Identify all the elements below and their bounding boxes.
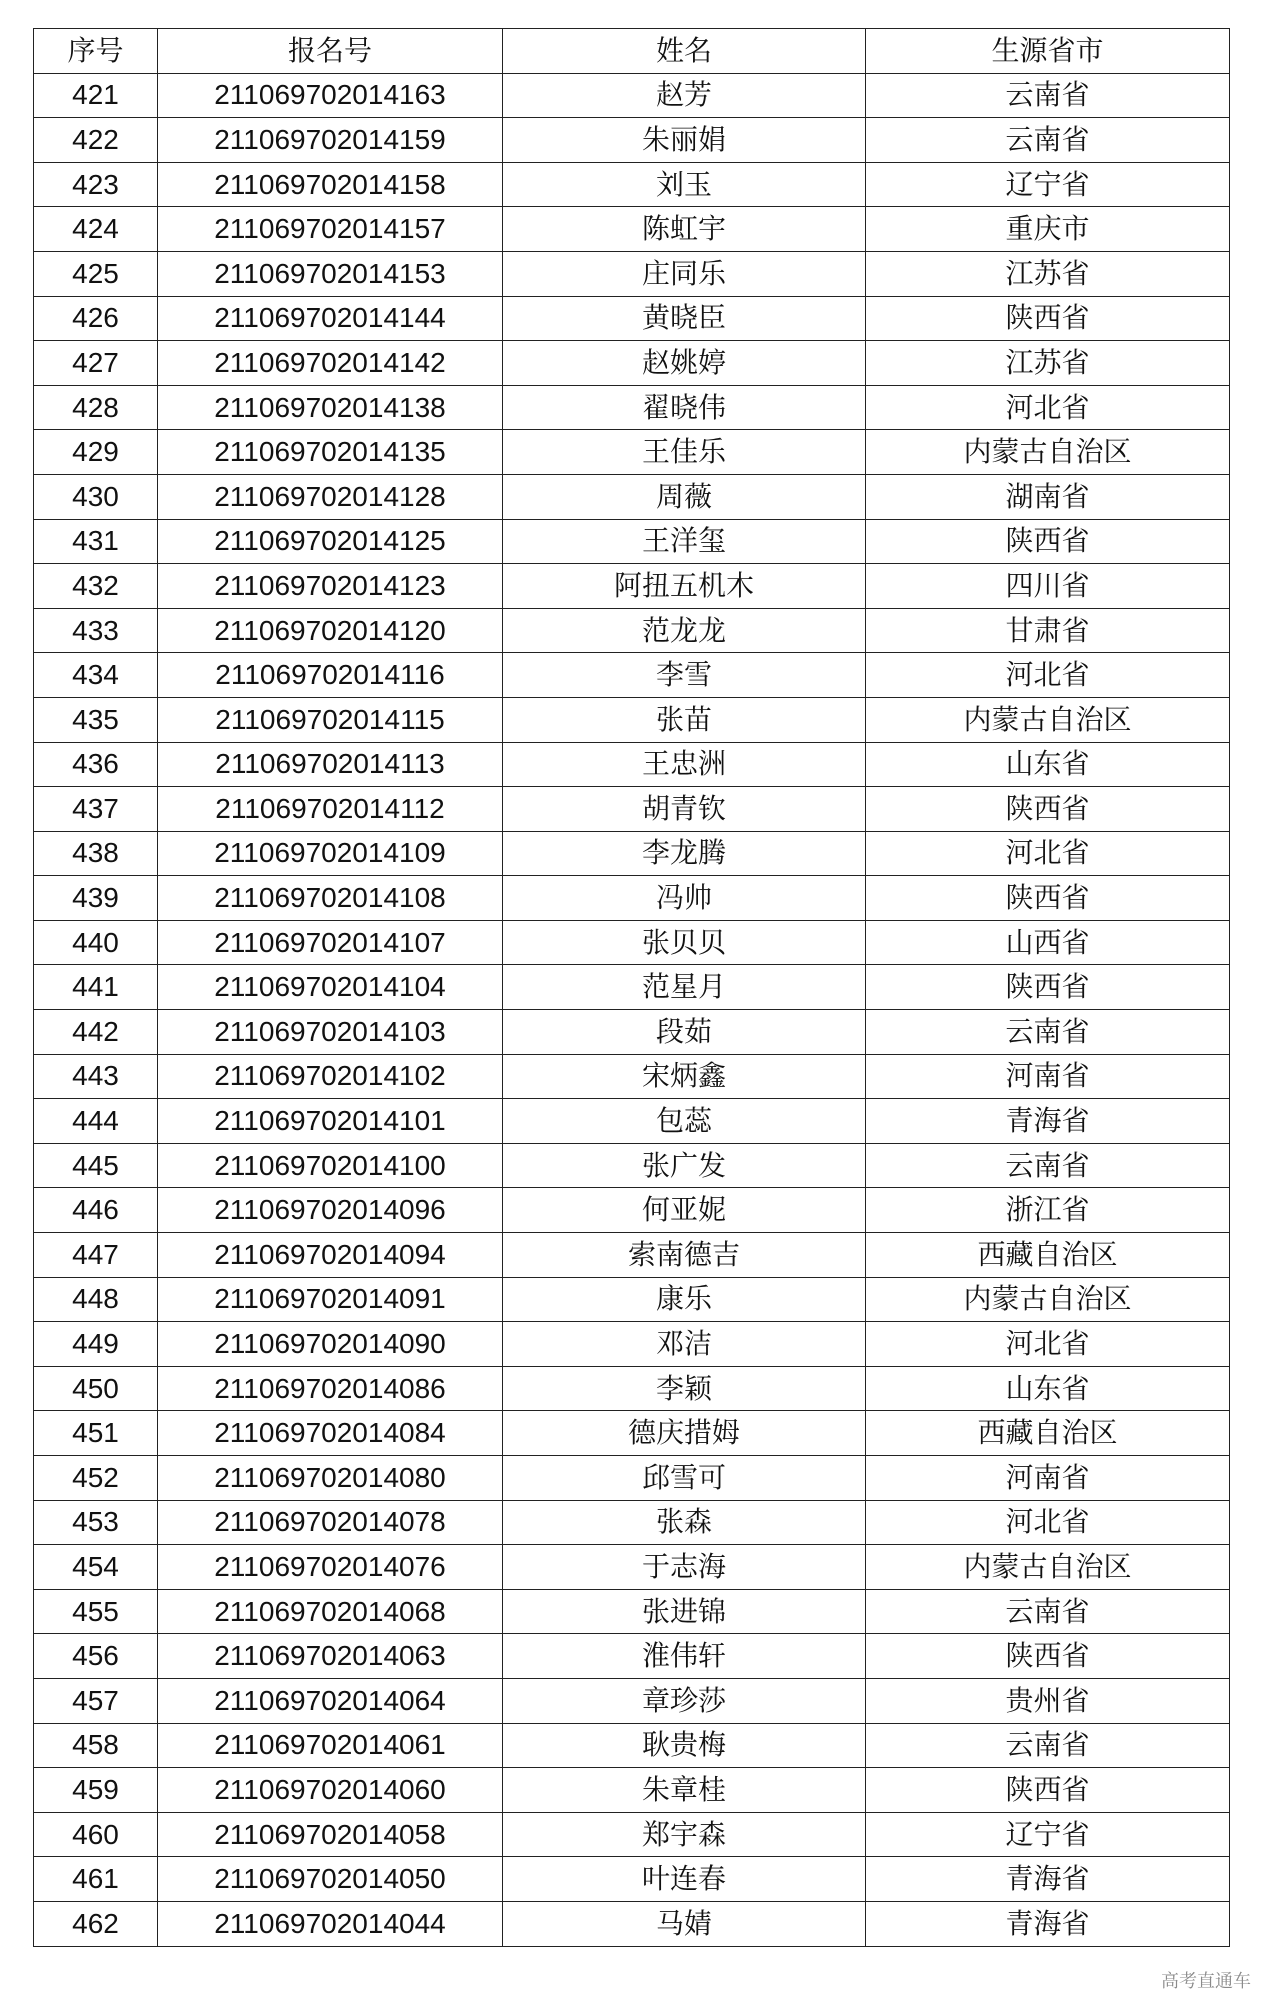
name-cell: 李雪 [503, 653, 866, 698]
registration-number-cell: 211069702014138 [158, 385, 503, 430]
province-cell: 云南省 [866, 73, 1230, 118]
province-cell: 内蒙古自治区 [866, 1545, 1230, 1590]
registration-number-cell: 211069702014060 [158, 1768, 503, 1813]
serial-number-cell: 447 [34, 1233, 158, 1278]
registration-number-cell: 211069702014157 [158, 207, 503, 252]
header-serial-number: 序号 [34, 29, 158, 74]
province-cell: 四川省 [866, 564, 1230, 609]
table-row [34, 1857, 1230, 1902]
table-row [34, 1678, 1230, 1723]
province-cell: 贵州省 [866, 1678, 1230, 1723]
name-cell: 范星月 [503, 965, 866, 1010]
registration-number-cell: 211069702014104 [158, 965, 503, 1010]
table-row [34, 341, 1230, 386]
table-row [34, 1054, 1230, 1099]
serial-number-cell: 443 [34, 1054, 158, 1099]
province-cell: 浙江省 [866, 1188, 1230, 1233]
registration-number-cell: 211069702014096 [158, 1188, 503, 1233]
serial-number-cell: 459 [34, 1768, 158, 1813]
serial-number-cell: 446 [34, 1188, 158, 1233]
province-cell: 内蒙古自治区 [866, 1277, 1230, 1322]
registration-number-cell: 211069702014153 [158, 251, 503, 296]
name-cell: 范龙龙 [503, 608, 866, 653]
registration-number-cell: 211069702014107 [158, 920, 503, 965]
registration-number-cell: 211069702014112 [158, 787, 503, 832]
registration-number-cell: 211069702014068 [158, 1589, 503, 1634]
table-body [34, 73, 1230, 1946]
province-cell: 陕西省 [866, 1634, 1230, 1679]
table-row [34, 1768, 1230, 1813]
serial-number-cell: 428 [34, 385, 158, 430]
serial-number-cell: 458 [34, 1723, 158, 1768]
serial-number-cell: 435 [34, 697, 158, 742]
name-cell: 邱雪可 [503, 1456, 866, 1501]
table-row [34, 831, 1230, 876]
serial-number-cell: 432 [34, 564, 158, 609]
serial-number-cell: 440 [34, 920, 158, 965]
name-cell: 淮伟轩 [503, 1634, 866, 1679]
province-cell: 河北省 [866, 1322, 1230, 1367]
province-cell: 西藏自治区 [866, 1411, 1230, 1456]
serial-number-cell: 433 [34, 608, 158, 653]
registration-number-cell: 211069702014135 [158, 430, 503, 475]
registration-number-cell: 211069702014102 [158, 1054, 503, 1099]
table-row [34, 1010, 1230, 1055]
table-row [34, 1812, 1230, 1857]
table-row [34, 1322, 1230, 1367]
serial-number-cell: 449 [34, 1322, 158, 1367]
name-cell: 宋炳鑫 [503, 1054, 866, 1099]
registration-number-cell: 211069702014094 [158, 1233, 503, 1278]
table-row [34, 519, 1230, 564]
name-cell: 章珍莎 [503, 1678, 866, 1723]
serial-number-cell: 438 [34, 831, 158, 876]
name-cell: 叶连春 [503, 1857, 866, 1902]
registration-number-cell: 211069702014159 [158, 118, 503, 163]
province-cell: 甘肃省 [866, 608, 1230, 653]
table-row [34, 742, 1230, 787]
header-name: 姓名 [503, 29, 866, 74]
serial-number-cell: 453 [34, 1500, 158, 1545]
province-cell: 青海省 [866, 1901, 1230, 1946]
candidate-list-table-container [33, 28, 1229, 1947]
serial-number-cell: 448 [34, 1277, 158, 1322]
serial-number-cell: 430 [34, 474, 158, 519]
province-cell: 陕西省 [866, 965, 1230, 1010]
table-row [34, 1901, 1230, 1946]
serial-number-cell: 434 [34, 653, 158, 698]
registration-number-cell: 211069702014080 [158, 1456, 503, 1501]
serial-number-cell: 436 [34, 742, 158, 787]
registration-number-cell: 211069702014103 [158, 1010, 503, 1055]
province-cell: 内蒙古自治区 [866, 697, 1230, 742]
name-cell: 朱章桂 [503, 1768, 866, 1813]
table-row [34, 1233, 1230, 1278]
registration-number-cell: 211069702014109 [158, 831, 503, 876]
table-row [34, 1456, 1230, 1501]
name-cell: 张苗 [503, 697, 866, 742]
candidate-list-table [33, 28, 1230, 1947]
registration-number-cell: 211069702014058 [158, 1812, 503, 1857]
serial-number-cell: 450 [34, 1366, 158, 1411]
serial-number-cell: 431 [34, 519, 158, 564]
serial-number-cell: 426 [34, 296, 158, 341]
province-cell: 陕西省 [866, 519, 1230, 564]
table-row [34, 385, 1230, 430]
province-cell: 云南省 [866, 1723, 1230, 1768]
name-cell: 德庆措姆 [503, 1411, 866, 1456]
registration-number-cell: 211069702014091 [158, 1277, 503, 1322]
name-cell: 于志海 [503, 1545, 866, 1590]
table-row [34, 73, 1230, 118]
serial-number-cell: 423 [34, 162, 158, 207]
province-cell: 湖南省 [866, 474, 1230, 519]
province-cell: 河南省 [866, 1456, 1230, 1501]
serial-number-cell: 421 [34, 73, 158, 118]
registration-number-cell: 211069702014113 [158, 742, 503, 787]
name-cell: 马婧 [503, 1901, 866, 1946]
table-row [34, 1143, 1230, 1188]
registration-number-cell: 211069702014120 [158, 608, 503, 653]
province-cell: 陕西省 [866, 1768, 1230, 1813]
header-row [34, 29, 1230, 74]
name-cell: 张贝贝 [503, 920, 866, 965]
province-cell: 河北省 [866, 1500, 1230, 1545]
table-header [34, 29, 1230, 74]
serial-number-cell: 444 [34, 1099, 158, 1144]
name-cell: 黄晓臣 [503, 296, 866, 341]
table-row [34, 697, 1230, 742]
name-cell: 王忠洲 [503, 742, 866, 787]
province-cell: 山东省 [866, 742, 1230, 787]
name-cell: 阿扭五机木 [503, 564, 866, 609]
province-cell: 云南省 [866, 1589, 1230, 1634]
province-cell: 辽宁省 [866, 1812, 1230, 1857]
table-row [34, 965, 1230, 1010]
name-cell: 邓洁 [503, 1322, 866, 1367]
serial-number-cell: 427 [34, 341, 158, 386]
registration-number-cell: 211069702014163 [158, 73, 503, 118]
registration-number-cell: 211069702014078 [158, 1500, 503, 1545]
table-row [34, 1545, 1230, 1590]
registration-number-cell: 211069702014128 [158, 474, 503, 519]
registration-number-cell: 211069702014064 [158, 1678, 503, 1723]
registration-number-cell: 211069702014044 [158, 1901, 503, 1946]
name-cell: 李颖 [503, 1366, 866, 1411]
province-cell: 陕西省 [866, 876, 1230, 921]
serial-number-cell: 454 [34, 1545, 158, 1590]
name-cell: 耿贵梅 [503, 1723, 866, 1768]
province-cell: 河北省 [866, 831, 1230, 876]
province-cell: 陕西省 [866, 787, 1230, 832]
serial-number-cell: 452 [34, 1456, 158, 1501]
name-cell: 翟晓伟 [503, 385, 866, 430]
registration-number-cell: 211069702014061 [158, 1723, 503, 1768]
registration-number-cell: 211069702014084 [158, 1411, 503, 1456]
name-cell: 张森 [503, 1500, 866, 1545]
serial-number-cell: 462 [34, 1901, 158, 1946]
name-cell: 刘玉 [503, 162, 866, 207]
registration-number-cell: 211069702014125 [158, 519, 503, 564]
table-row [34, 876, 1230, 921]
serial-number-cell: 445 [34, 1143, 158, 1188]
table-row [34, 430, 1230, 475]
table-row [34, 1099, 1230, 1144]
province-cell: 河北省 [866, 385, 1230, 430]
province-cell: 西藏自治区 [866, 1233, 1230, 1278]
name-cell: 陈虹宇 [503, 207, 866, 252]
serial-number-cell: 442 [34, 1010, 158, 1055]
registration-number-cell: 211069702014116 [158, 653, 503, 698]
serial-number-cell: 424 [34, 207, 158, 252]
name-cell: 王佳乐 [503, 430, 866, 475]
serial-number-cell: 425 [34, 251, 158, 296]
registration-number-cell: 211069702014123 [158, 564, 503, 609]
serial-number-cell: 461 [34, 1857, 158, 1902]
province-cell: 江苏省 [866, 251, 1230, 296]
serial-number-cell: 457 [34, 1678, 158, 1723]
registration-number-cell: 211069702014144 [158, 296, 503, 341]
registration-number-cell: 211069702014142 [158, 341, 503, 386]
table-row [34, 1723, 1230, 1768]
registration-number-cell: 211069702014076 [158, 1545, 503, 1590]
table-row [34, 251, 1230, 296]
name-cell: 包蕊 [503, 1099, 866, 1144]
name-cell: 冯帅 [503, 876, 866, 921]
table-row [34, 296, 1230, 341]
province-cell: 山东省 [866, 1366, 1230, 1411]
province-cell: 山西省 [866, 920, 1230, 965]
registration-number-cell: 211069702014050 [158, 1857, 503, 1902]
registration-number-cell: 211069702014063 [158, 1634, 503, 1679]
name-cell: 赵芳 [503, 73, 866, 118]
name-cell: 李龙腾 [503, 831, 866, 876]
header-registration-number: 报名号 [158, 29, 503, 74]
serial-number-cell: 441 [34, 965, 158, 1010]
table-row [34, 1366, 1230, 1411]
serial-number-cell: 451 [34, 1411, 158, 1456]
name-cell: 索南德吉 [503, 1233, 866, 1278]
province-cell: 云南省 [866, 118, 1230, 163]
province-cell: 江苏省 [866, 341, 1230, 386]
table-row [34, 1188, 1230, 1233]
name-cell: 胡青钦 [503, 787, 866, 832]
serial-number-cell: 429 [34, 430, 158, 475]
serial-number-cell: 439 [34, 876, 158, 921]
table-row [34, 653, 1230, 698]
serial-number-cell: 456 [34, 1634, 158, 1679]
serial-number-cell: 460 [34, 1812, 158, 1857]
registration-number-cell: 211069702014090 [158, 1322, 503, 1367]
province-cell: 陕西省 [866, 296, 1230, 341]
table-row [34, 564, 1230, 609]
name-cell: 王洋玺 [503, 519, 866, 564]
table-row [34, 474, 1230, 519]
serial-number-cell: 437 [34, 787, 158, 832]
name-cell: 庄同乐 [503, 251, 866, 296]
province-cell: 重庆市 [866, 207, 1230, 252]
table-row [34, 1589, 1230, 1634]
province-cell: 云南省 [866, 1143, 1230, 1188]
table-row [34, 162, 1230, 207]
table-row [34, 787, 1230, 832]
name-cell: 周薇 [503, 474, 866, 519]
table-row [34, 608, 1230, 653]
province-cell: 青海省 [866, 1099, 1230, 1144]
registration-number-cell: 211069702014100 [158, 1143, 503, 1188]
registration-number-cell: 211069702014108 [158, 876, 503, 921]
name-cell: 康乐 [503, 1277, 866, 1322]
name-cell: 段茹 [503, 1010, 866, 1055]
province-cell: 河南省 [866, 1054, 1230, 1099]
table-row [34, 118, 1230, 163]
name-cell: 何亚妮 [503, 1188, 866, 1233]
watermark-text: 高考直通车 [1161, 1971, 1251, 1992]
serial-number-cell: 422 [34, 118, 158, 163]
table-row [34, 1634, 1230, 1679]
header-source-province: 生源省市 [866, 29, 1230, 74]
registration-number-cell: 211069702014101 [158, 1099, 503, 1144]
registration-number-cell: 211069702014086 [158, 1366, 503, 1411]
name-cell: 朱丽娟 [503, 118, 866, 163]
province-cell: 辽宁省 [866, 162, 1230, 207]
province-cell: 青海省 [866, 1857, 1230, 1902]
registration-number-cell: 211069702014115 [158, 697, 503, 742]
province-cell: 河北省 [866, 653, 1230, 698]
serial-number-cell: 455 [34, 1589, 158, 1634]
table-row [34, 1500, 1230, 1545]
province-cell: 云南省 [866, 1010, 1230, 1055]
table-row [34, 920, 1230, 965]
table-row [34, 1411, 1230, 1456]
name-cell: 赵姚婷 [503, 341, 866, 386]
name-cell: 郑宇森 [503, 1812, 866, 1857]
name-cell: 张进锦 [503, 1589, 866, 1634]
registration-number-cell: 211069702014158 [158, 162, 503, 207]
name-cell: 张广发 [503, 1143, 866, 1188]
province-cell: 内蒙古自治区 [866, 430, 1230, 475]
table-row [34, 1277, 1230, 1322]
table-row [34, 207, 1230, 252]
